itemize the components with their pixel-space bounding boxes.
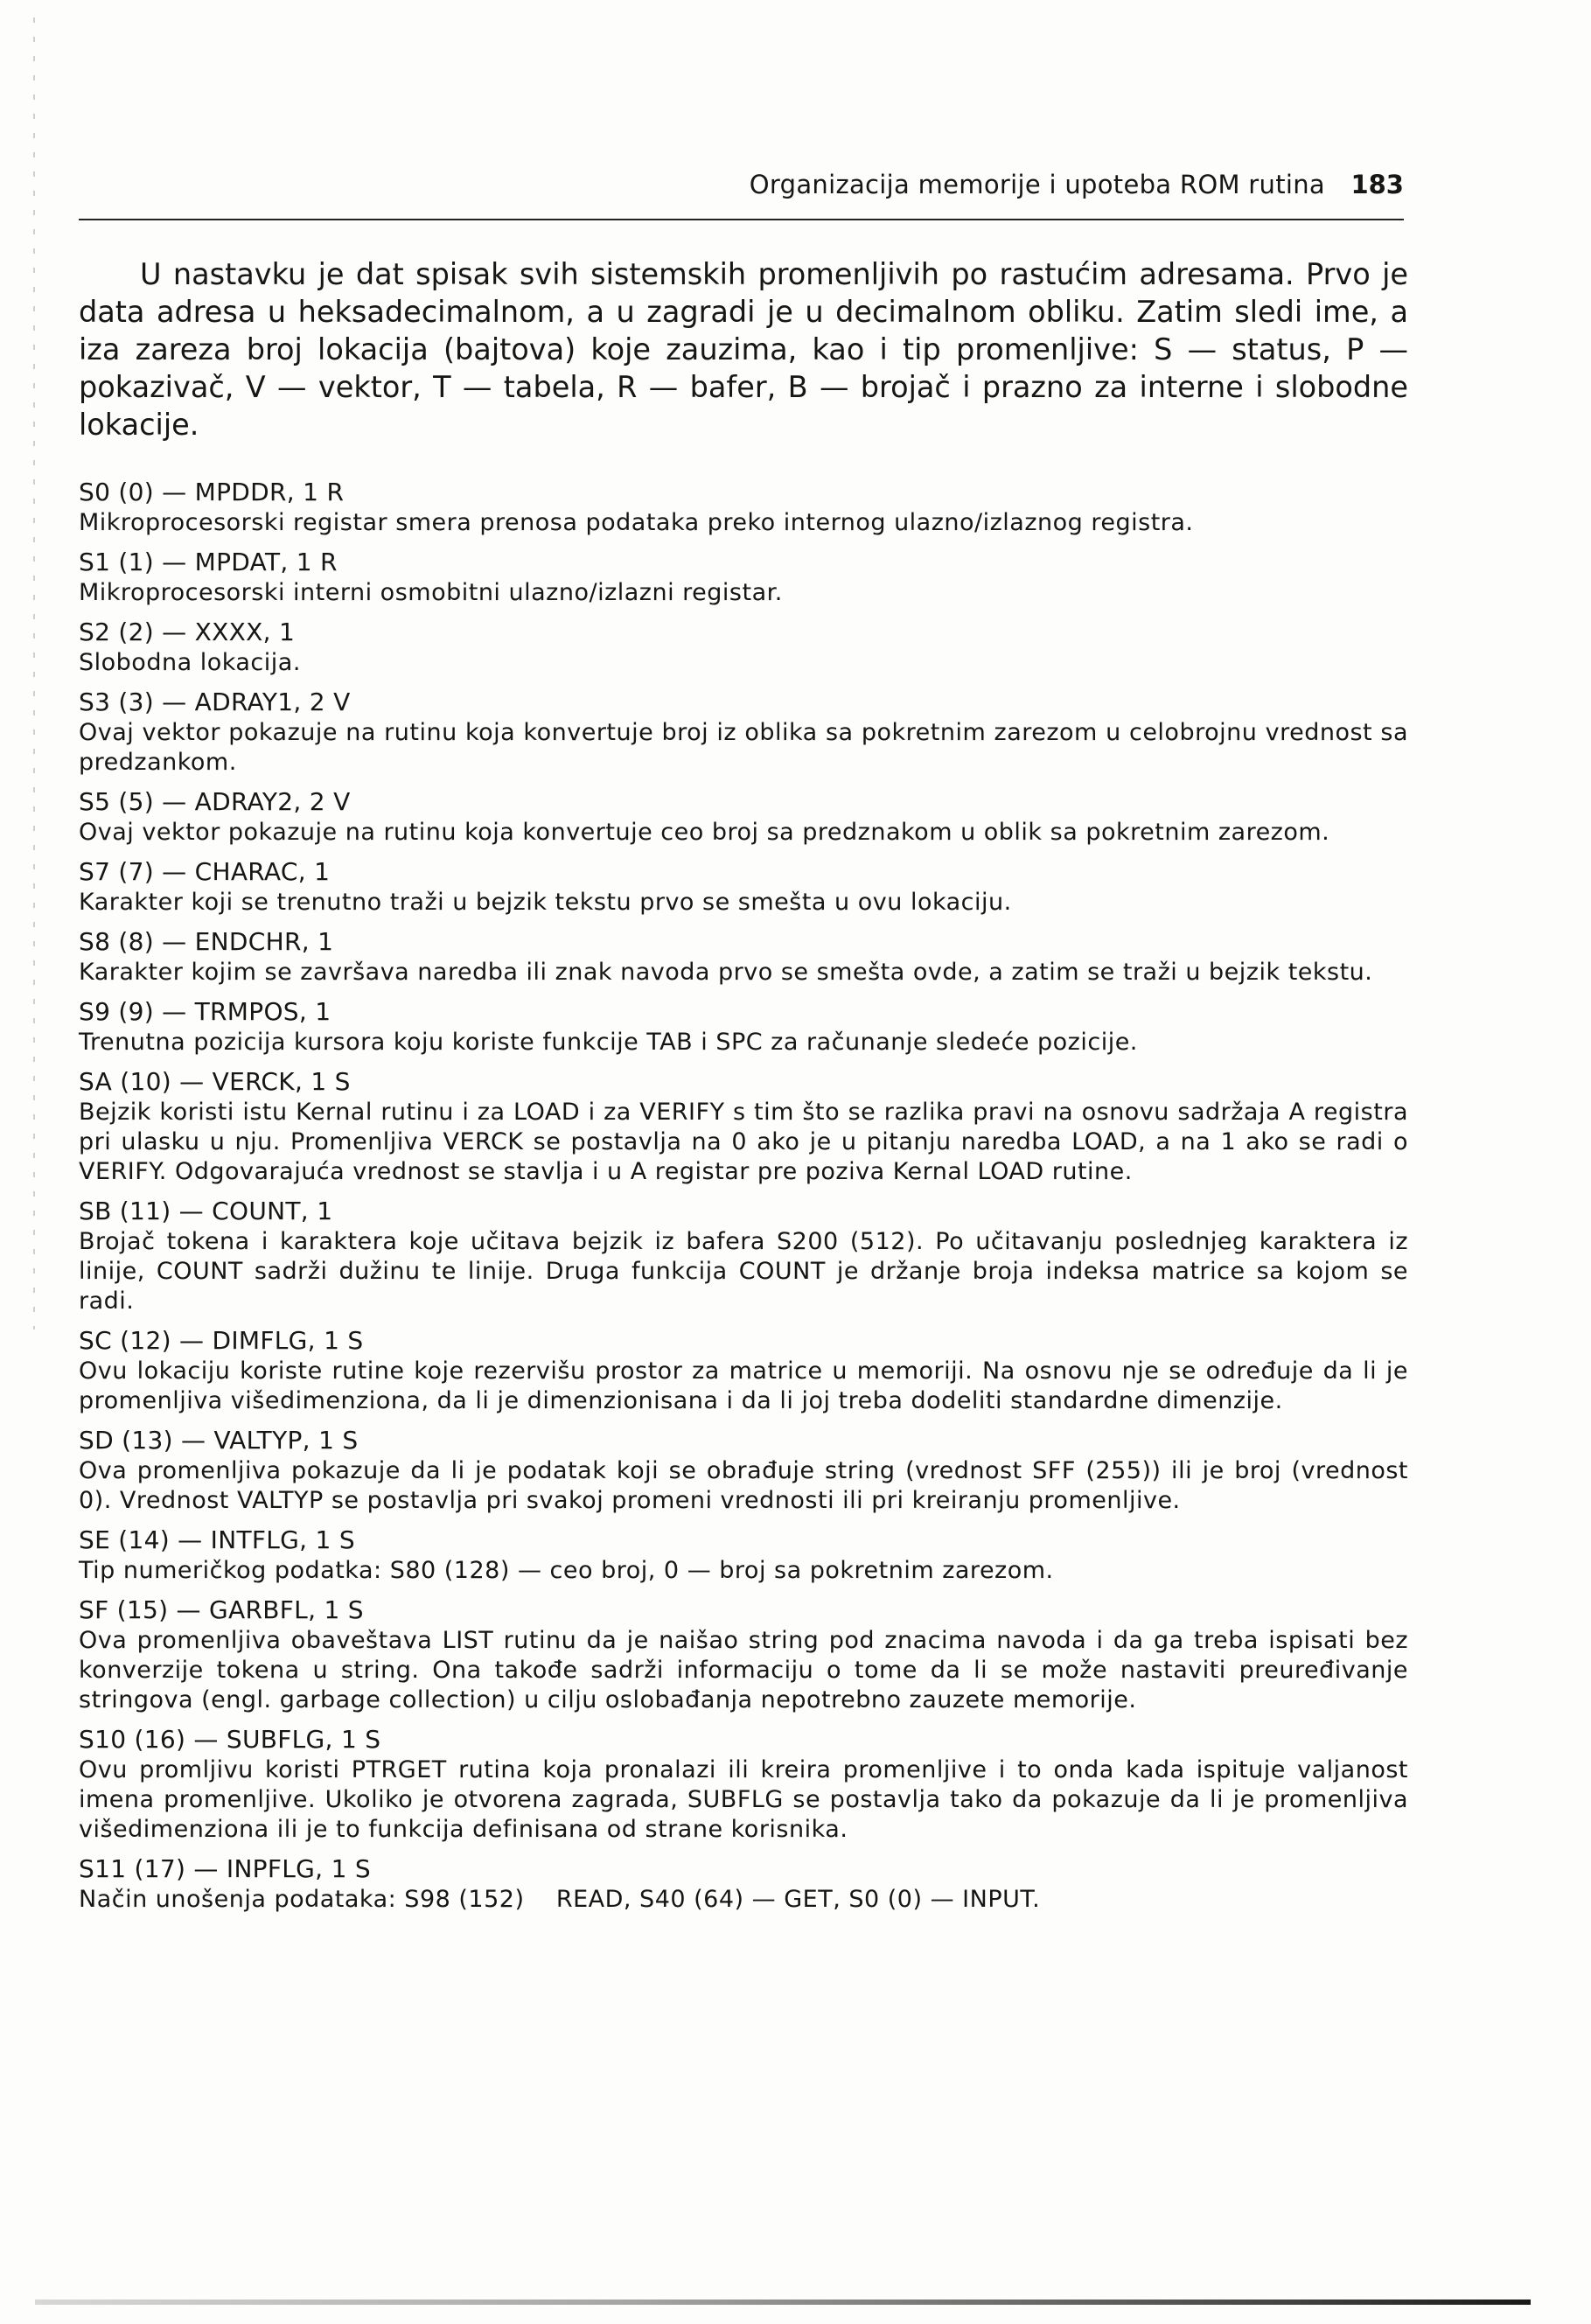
entry-description: Karakter kojim se završava naredba ili znak navoda prvo se smešta ovde, a zatim se traži u bejzik tekstu. [79,959,1373,986]
entry-description: Trenutna pozicija kursora koju koriste funkcije TAB i SPC za računanje sledeće pozicije. [79,1029,1138,1056]
intro-paragraph: U nastavku je dat spisak svih sistemskih promenljivih po rastućim adresama. Prvo je data adresa u heksadecimalnom, a u zagradi je u decimalnom obliku. Zatim sledi ime, a iza zareza broj lokacija (bajtova) koje zauzima, kao i tip promenljive: S — status, P — pokazivač, V — vektor, T — tabela, R — bafer, B — brojač i prazno za interne i slobodne lokacije. [79,257,1408,442]
variable-list [79,477,1408,1923]
entry-description: Ova promenljiva pokazuje da li je podatak koji se obrađuje string (vrednost SFF (255)) ili je broj (vrednost 0). Vrednost VALTYP se postavlja pri svakoj promeni vrednosti ili pri kreiranju promenljive. [79,1457,1408,1514]
entry-description: Način unošenja podataka: S98 (152) READ, S40 (64) — GET, S0 (0) — INPUT. [79,1886,1041,1913]
variable-entry [79,856,1408,918]
entry-heading: SB (11) — COUNT, 1 [79,1197,333,1225]
variable-entry [79,547,1408,608]
entry-description: Ovaj vektor pokazuje na rutinu koja konvertuje broj iz oblika sa pokretnim zarezom u celobrojnu vrednost sa predzankom. [79,719,1408,776]
entry-description: Ovaj vektor pokazuje na rutinu koja konvertuje ceo broj sa predznakom u oblik sa pokretnim zarezom. [79,819,1330,846]
entry-description: Tip numeričkog podatka: S80 (128) — ceo broj, 0 — broj sa pokretnim zarezom. [79,1557,1054,1584]
variable-entry [79,687,1408,778]
entry-description: Brojač tokena i karaktera koje učitava bejzik iz bafera S200 (512). Po učitavanju poslednjeg karaktera iz linije, COUNT sadrži dužinu te linije. Druga funkcija COUNT je držanje broja indeksa matrice sa kojom se radi. [79,1228,1408,1315]
entry-heading: S0 (0) — MPDDR, 1 R [79,478,345,506]
variable-entry [79,786,1408,848]
entry-heading: S3 (3) — ADRAY1, 2 V [79,687,351,716]
entry-description: Slobodna lokacija. [79,649,301,676]
scan-bottom-artifact [35,2300,1531,2305]
entry-heading: SF (15) — GARBFL, 1 S [79,1595,364,1624]
entry-description: Mikroprocesorski registar smera prenosa podataka preko internog ulazno/izlaznog registra. [79,509,1194,536]
entry-description: Ova promenljiva obaveštava LIST rutinu da je naišao string pod znacima navoda i da ga treba ispisati bez konverzije tokena u string. Ona takođe sadrži informaciju o tome da li se može nastaviti preuređivanje stringova (engl. garbage collection) u cilju oslobađanja nepotrebno zauzete memorije. [79,1627,1408,1713]
entry-heading: S7 (7) — CHARAC, 1 [79,857,331,886]
scan-edge-artifact [33,17,35,1329]
entry-heading: SD (13) — VALTYP, 1 S [79,1426,359,1455]
variable-entry [79,1724,1408,1845]
entry-heading: SA (10) — VERCK, 1 S [79,1067,351,1096]
entry-heading: S5 (5) — ADRAY2, 2 V [79,787,351,816]
entry-heading: S9 (9) — TRMPOS, 1 [79,997,331,1026]
variable-entry [79,1325,1408,1416]
variable-entry [79,1425,1408,1516]
variable-entry [79,1066,1408,1187]
entry-heading: S11 (17) — INPFLG, 1 S [79,1854,371,1883]
entry-heading: SC (12) — DIMFLG, 1 S [79,1326,364,1355]
variable-entry [79,996,1408,1057]
page-header [79,166,1404,220]
entry-heading: S8 (8) — ENDCHR, 1 [79,927,334,956]
variable-entry [79,477,1408,538]
variable-entry [79,617,1408,678]
variable-entry [79,926,1408,988]
variable-entry [79,1525,1408,1586]
variable-entry [79,1595,1408,1715]
entry-heading: S10 (16) — SUBFLG, 1 S [79,1725,381,1754]
running-title: Organizacija memorije i upoteba ROM rutina [749,170,1325,199]
entry-heading: SE (14) — INTFLG, 1 S [79,1525,355,1554]
entry-description: Bejzik koristi istu Kernal rutinu i za LOAD i za VERIFY s tim što se razlika pravi na osnovu sadržaja A registra pri ulasku u nju. Promenljiva VERCK se postavlja na 0 ako je u pitanju naredba LOAD, a na 1 ako se radi o VERIFY. Odgovarajuća vrednost se stavlja i u A registar pre poziva Kernal LOAD rutine. [79,1099,1408,1185]
entry-heading: S1 (1) — MPDAT, 1 R [79,548,338,576]
page-number: 183 [1350,170,1404,199]
entry-description: Karakter koji se trenutno traži u bejzik tekstu prvo se smešta u ovu lokaciju. [79,889,1012,916]
variable-entry [79,1853,1408,1915]
entry-description: Ovu lokaciju koriste rutine koje rezervišu prostor za matrice u memoriji. Na osnovu nje se određuje da li je promenljiva višedimenziona, da li je dimenzionisana i da li joj treba dodeliti standardne dimenzije. [79,1357,1408,1414]
entry-description: Mikroprocesorski interni osmobitni ulazno/izlazni registar. [79,579,783,606]
entry-description: Ovu promljivu koristi PTRGET rutina koja pronalazi ili kreira promenljive i to onda kada ispituje valjanost imena promenljive. Ukoliko je otvorena zagrada, SUBFLG se postavlja tako da pokazuje da li je promenljiva višedimenziona ili je to funkcija definisana od strane korisnika. [79,1756,1408,1843]
variable-entry [79,1196,1408,1316]
entry-heading: S2 (2) — XXXX, 1 [79,618,296,646]
